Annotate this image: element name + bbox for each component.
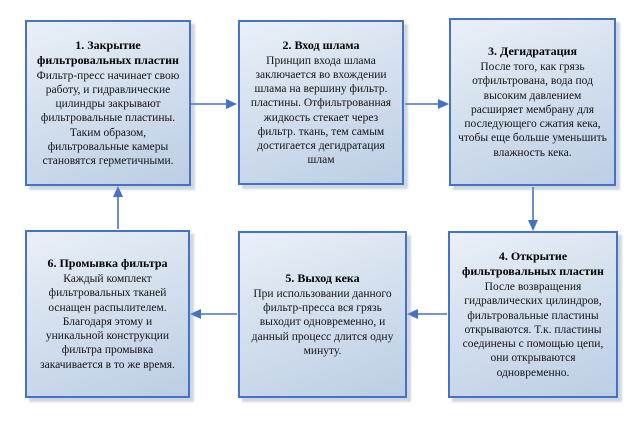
arrow-6-to-1-icon [113, 186, 123, 229]
step-title: 1. Закрытие фильтровальных пластин [37, 37, 179, 67]
step-description: После возвращения гидравлических цилиндров, фильтровальные пластины открываются. Т.к. пластины соединены с помощью цепи, они открываются одновременно. [462, 281, 604, 379]
step-box-6-filter-washing [25, 230, 190, 398]
step-description: Фильтр-пресс начинает свою работу, и гидравлические цилиндры закрывают фильтровальные пластины. Таким образом, фильтровальные камеры становятся герметичными. [36, 69, 180, 168]
arrow-3-to-4-icon [528, 187, 538, 231]
arrow-1-to-2-icon [191, 99, 237, 109]
arrow-5-to-6-icon [190, 309, 237, 319]
step-description: Каждый комплект фильтровальных тканей оснащен распылителем. Благодаря этому и уникальной конструкции фильтра промывка закачивается в то же время. [40, 273, 175, 371]
arrow-4-to-5-icon [407, 309, 447, 319]
step-description: Принцип входа шлама заключается во вхождении шлама на вершину фильтр. пластины. Отфильтрованная жидкость стекает через фильтр. ткань, тем самым достигается дегидратация шлам [250, 54, 392, 167]
step-box-2-sludge-inlet [238, 20, 404, 185]
step-title: 3. Дегидратация [488, 44, 577, 59]
step-title: 5. Выход кека [285, 270, 360, 285]
step-title: 4. Открытие фильтровальных пластин [462, 249, 604, 279]
step-box-1-closing-plates [25, 20, 191, 186]
step-description: После того, как грязь отфильтрована, вода под высоким давлением расширяет мембрану для последующего сжатия кека, чтобы еще больше уменьшить влажность кека. [458, 61, 607, 159]
step-box-4-opening-plates [448, 231, 618, 398]
step-title: 6. Промывка фильтра [47, 256, 168, 271]
arrow-2-to-3-icon [405, 99, 449, 109]
step-box-3-dehydration [449, 18, 616, 186]
step-description: При использовании данного фильтр-пресса вся грязь выходит одновременно, и данный процесс длится одну минуту. [251, 287, 394, 357]
step-title: 2. Вход шлама [282, 37, 360, 52]
step-box-5-cake-discharge [238, 231, 407, 398]
